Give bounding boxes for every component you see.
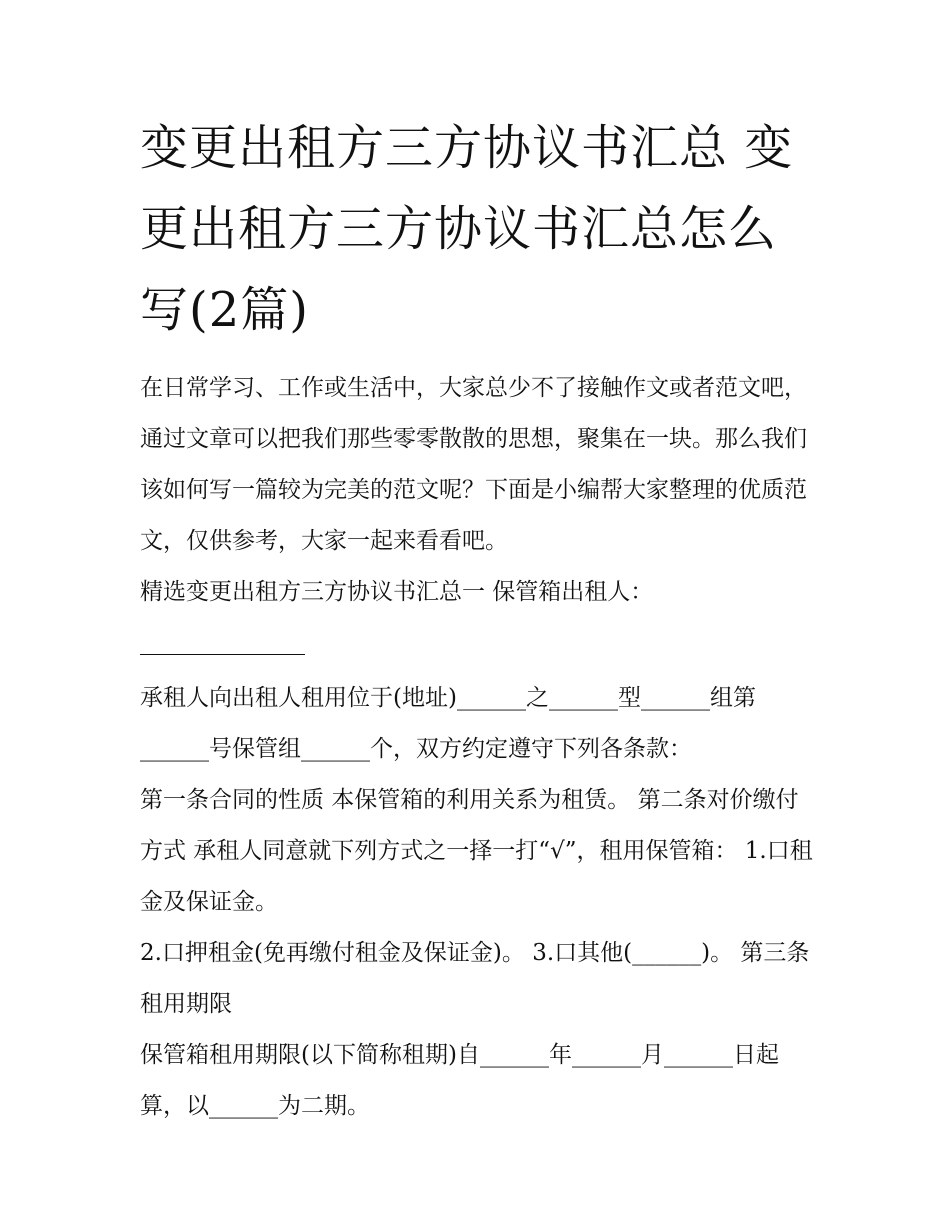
document-page (140, 108, 820, 1132)
document-title: 变更出租方三方协议书汇总 变更出租方三方协议书汇总怎么写(2篇) (140, 120, 794, 338)
clause-paragraph-1: 承租人向出租人租用位于(地址)______之______型______组第______号保管组______个，双方约定遵守下列各条款： (140, 685, 756, 762)
clause-paragraph-3: 2.口押租金(免再缴付租金及保证金)。 3.口其他(______)。 第三条租用期限 (140, 940, 810, 1017)
section-heading: 精选变更出租方三方协议书汇总一 保管箱出租人： (140, 579, 654, 605)
clause-paragraph-4: 保管箱租用期限(以下简称租期)自______年______月______日起算，以______为二期。 (140, 1042, 779, 1119)
clause-paragraph-2: 第一条合同的性质 本保管箱的利用关系为租赁。 第二条对价缴付方式 承租人同意就下列方式之一择一打“√”，租用保管箱： 1.口租金及保证金。 (140, 787, 813, 915)
intro-paragraph: 在日常学习、工作或生活中，大家总少不了接触作文或者范文吧，通过文章可以把我们那些零零散散的思想，聚集在一块。那么我们该如何写一篇较为完美的范文呢？下面是小编帮大家整理的优质范文，仅供参考，大家一起来看看吧。 (140, 375, 807, 554)
signature-blank-line (140, 654, 305, 655)
